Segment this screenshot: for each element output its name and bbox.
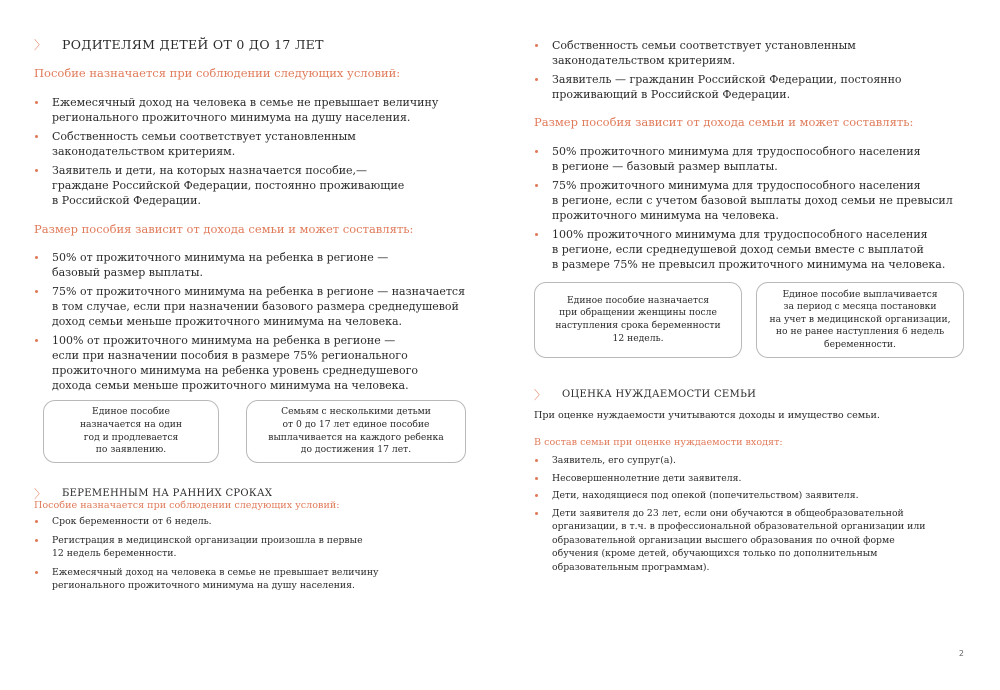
size-list xyxy=(34,250,465,393)
family-heading: В состав семьи при оценке нуждаемости входят: xyxy=(534,437,783,448)
list-item: Заявитель, его супруг(а). xyxy=(534,454,925,468)
list-item: 50% от прожиточного минимума на ребенка в регионе — базовый размер выплаты. xyxy=(34,250,465,280)
family-list xyxy=(534,454,925,574)
pregnant-size-list xyxy=(534,144,953,272)
section-title: ОЦЕНКА НУЖДАЕМОСТИ СЕМЬИ xyxy=(562,389,757,400)
chevron-right-icon: 〉 xyxy=(34,38,47,52)
list-item: Собственность семьи соответствует установленным законодательством критериям. xyxy=(534,38,902,68)
section-title: РОДИТЕЛЯМ ДЕТЕЙ ОТ 0 ДО 17 ЛЕТ xyxy=(62,37,324,52)
page-number: 2 xyxy=(958,649,964,658)
list-item: Срок беременности от 6 недель. xyxy=(34,515,379,529)
list-item: Собственность семьи соответствует установленным законодательством критериям. xyxy=(34,129,438,159)
section-title: БЕРЕМЕННЫМ НА РАННИХ СРОКАХ xyxy=(62,488,273,499)
list-item: Заявитель — гражданин Российской Федерации, постоянно проживающий в Российской Федерации. xyxy=(534,72,902,102)
size-heading: Размер пособия зависит от дохода семьи и может составлять: xyxy=(34,222,414,236)
note-box-renewal: Единое пособие назначается на один год и продлевается по заявлению. xyxy=(43,400,219,463)
list-item: 75% от прожиточного минимума на ребенка в регионе — назначается в том случае, если при назначении базового размера среднедушевой доход семьи меньше прожиточного минимума на человека. xyxy=(34,284,465,329)
list-item: Дети, находящиеся под опекой (попечительством) заявителя. xyxy=(534,489,925,503)
conditions-heading: Пособие назначается при соблюдении следующих условий: xyxy=(34,500,340,511)
list-item: Ежемесячный доход на человека в семье не превышает величину регионального прожиточного минимума на душу населения. xyxy=(34,95,438,125)
conditions-heading: Пособие назначается при соблюдении следующих условий: xyxy=(34,66,401,80)
note-box-multiple-children: Семьям с несколькими детьми от 0 до 17 лет единое пособие выплачивается на каждого ребенка до достижения 17 лет. xyxy=(246,400,466,463)
note-box-registration: Единое пособие назначается при обращении женщины после наступления срока беременности 12 недель. xyxy=(534,282,742,358)
list-item: Ежемесячный доход на человека в семье не превышает величину регионального прожиточного минимума на душу населения. xyxy=(34,566,379,593)
chevron-right-icon: 〉 xyxy=(534,388,547,402)
pregnant-conditions-continued xyxy=(534,38,902,102)
section-heading-parents xyxy=(34,36,324,53)
list-item: 75% прожиточного минимума для трудоспособного населения в регионе, если с учетом базовой выплаты доход семьи не превысил прожиточного минимума на человека. xyxy=(534,178,953,223)
list-item: 50% прожиточного минимума для трудоспособного населения в регионе — базовый размер выплаты. xyxy=(534,144,953,174)
need-assessment-intro: При оценке нуждаемости учитываются доходы и имущество семьи. xyxy=(534,410,880,421)
list-item: 100% прожиточного минимума для трудоспособного населения в регионе, если среднедушевой доход семьи вместе с выплатой в размере 75% не превысил прожиточного минимума на человека. xyxy=(534,227,953,272)
chevron-right-icon: 〉 xyxy=(34,487,47,501)
list-item: Дети заявителя до 23 лет, если они обучаются в общеобразовательной организации, в т.ч. в профессиональной образовательной организации или образовательной организации высшего образования по очной форме обучения (кроме детей, обучающихся только по дополнительным образовательным программам). xyxy=(534,507,925,575)
list-item: Регистрация в медицинской организации произошла в первые 12 недель беременности. xyxy=(34,534,379,561)
section-heading-need-assessment xyxy=(534,386,756,403)
list-item: 100% от прожиточного минимума на ребенка в регионе — если при назначении пособия в размере 75% регионального прожиточного минимума на ребенка уровень среднедушевого дохода семьи меньше прожиточного минимума на человека. xyxy=(34,333,465,393)
conditions-list xyxy=(34,95,438,208)
size-heading: Размер пособия зависит от дохода семьи и может составлять: xyxy=(534,115,914,129)
list-item: Заявитель и дети, на которых назначается пособие,— граждане Российской Федерации, постоянно проживающие в Российской Федерации. xyxy=(34,163,438,208)
list-item: Несовершеннолетние дети заявителя. xyxy=(534,472,925,486)
pregnant-conditions-list xyxy=(34,515,379,593)
note-box-payment-period: Единое пособие выплачивается за период с месяца постановки на учет в медицинской организации, но не ранее наступления 6 недель беременности. xyxy=(756,282,964,358)
